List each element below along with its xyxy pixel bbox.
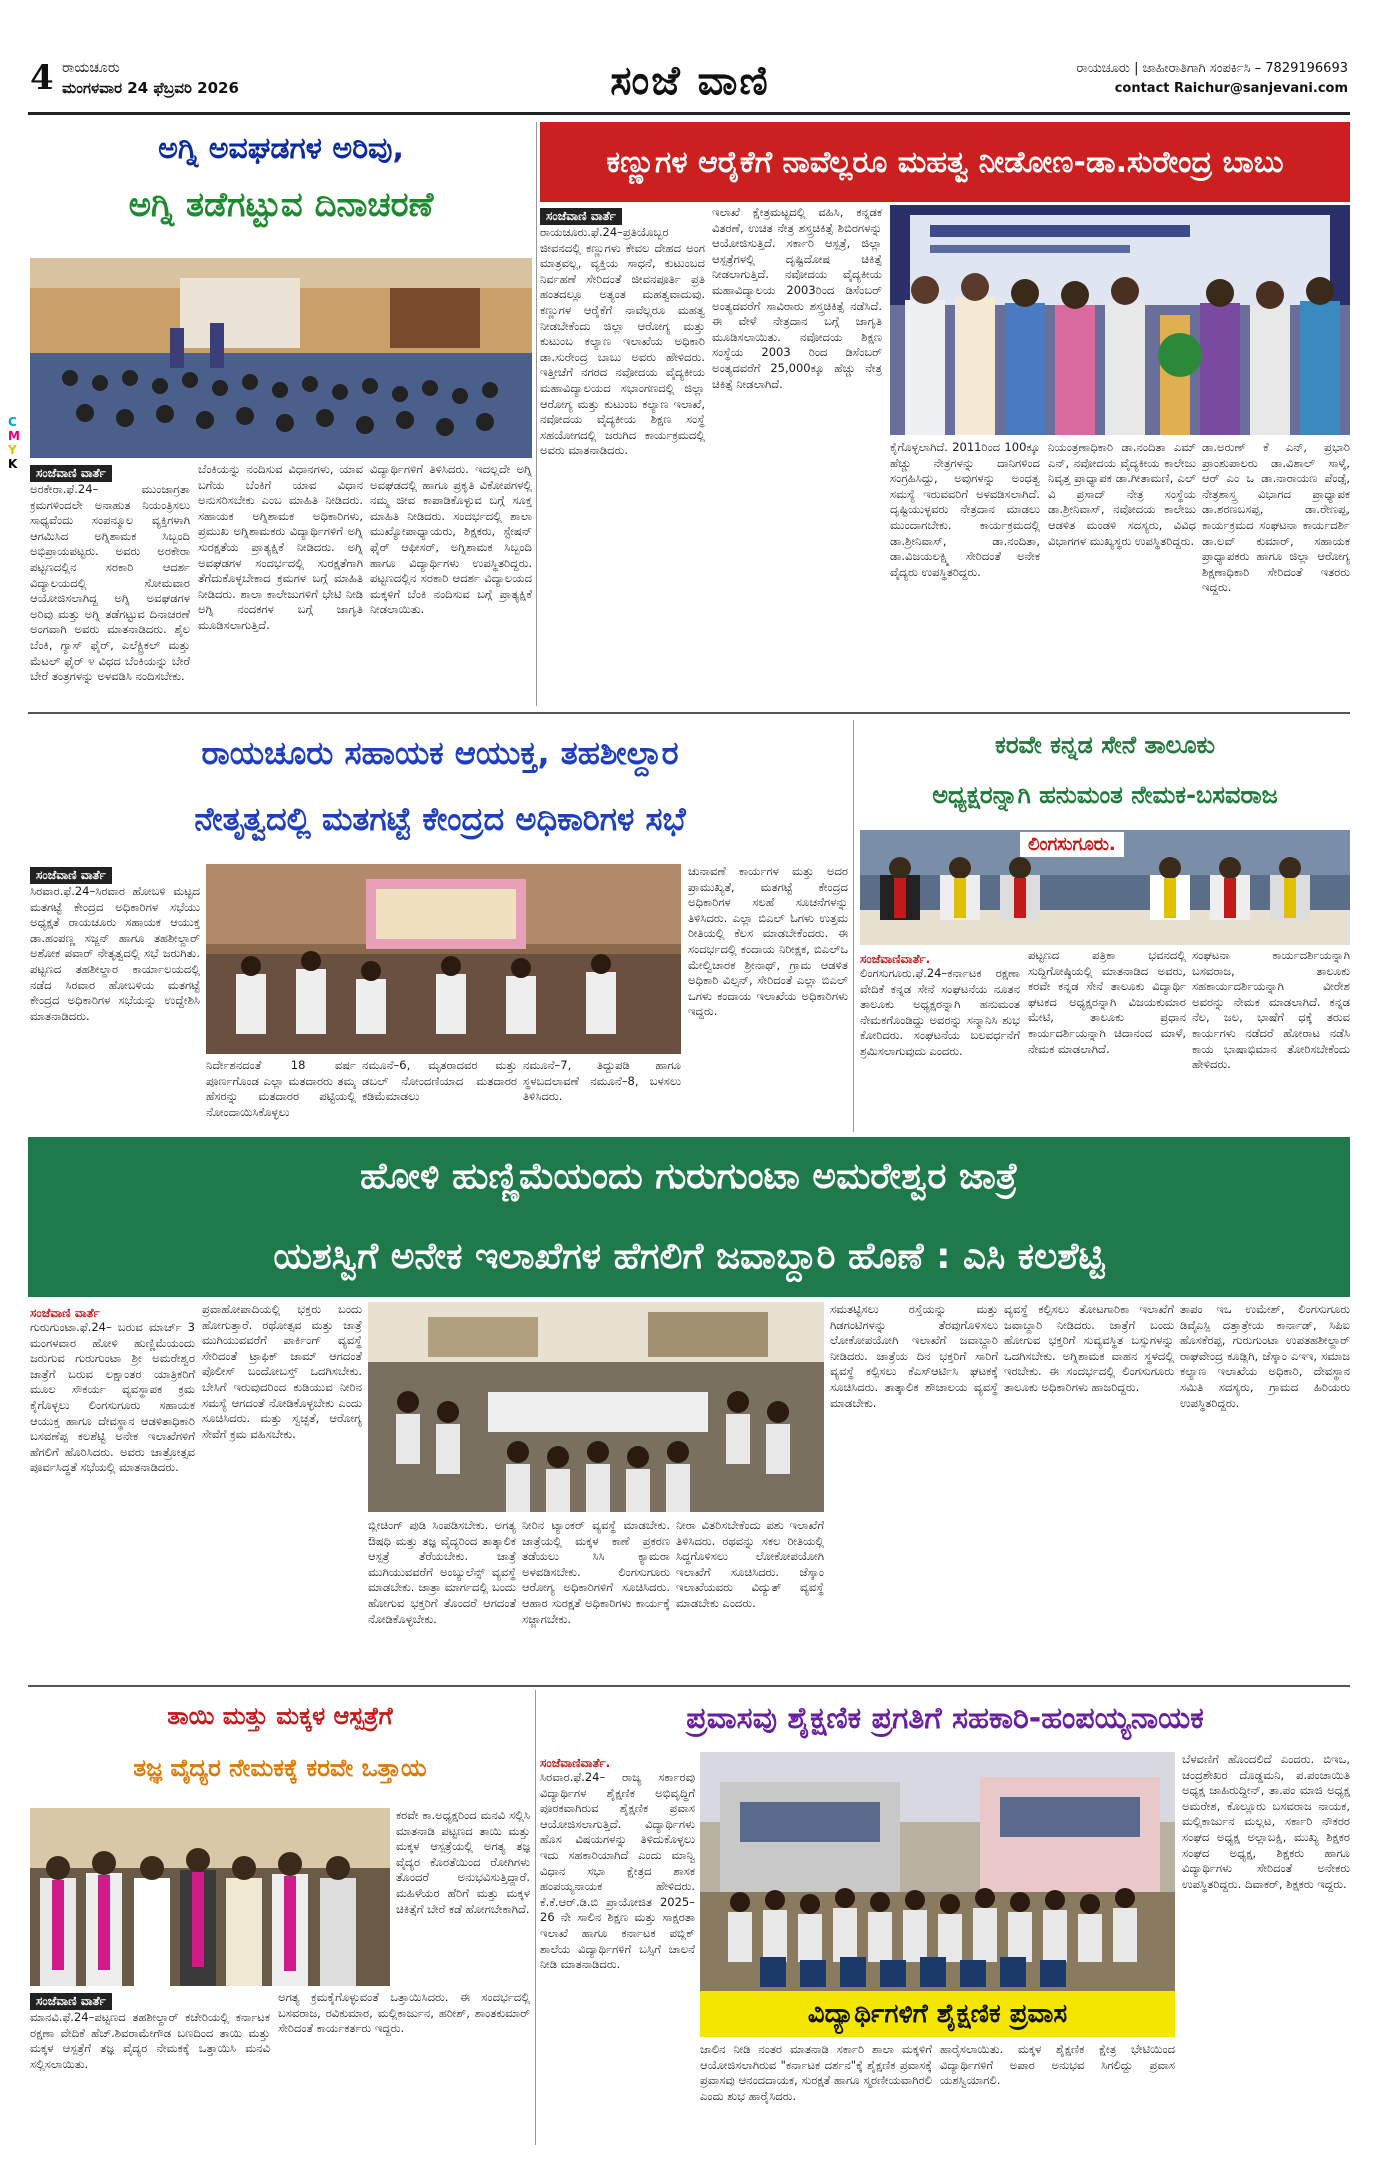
hospital-byline-label: ಸಂಜೆವಾಣಿ ವಾರ್ತೆ [30,1993,112,2010]
divider-mid-vertical [853,720,854,1132]
masthead-location: ರಾಯಚೂರು [62,60,120,76]
hospital-headline-line1: ತಾಯಿ ಮತ್ತು ಮಕ್ಕಳ ಆಸ್ಪತ್ರೆಗೆ [167,1702,393,1730]
hospital-photo [30,1808,390,1986]
karave-byline [860,948,930,967]
fire-photo-image [30,258,532,458]
eye-col-1: ರಾಯಚೂರು.ಫೆ.24–ಪ್ರತಿಯೊಬ್ಬರ ಜೀವನದಲ್ಲಿ ಕಣ್ಣುಗಳು ಕೇವಲ ದೇಹದ ಅಂಗ ಮಾತ್ರವಲ್ಲ, ವ್ಯಕ್ತಿಯ ಸಾಧನೆ, ಕುಟುಂಬದ ನಿರ್ವಹಣೆ ಸೇರಿದಂತೆ ಜೀವನಪೂರ್ತಿ ಪ್ರತಿ ಹಂತದಲ್ಲೂ ಅತ್ಯಂತ ಮಹತ್ವವಾದುವು. ಕಣ್ಣುಗಳ ಆರೈಕೆಗೆ ನಾವೆಲ್ಲರೂ ಮಹತ್ವ ನೀಡಬೇಕೆಂದು ಜಿಲ್ಲಾ ಆರೋಗ್ಯ ಮತ್ತು ಕುಟುಂಬ ಕಲ್ಯಾಣ ಇಲಾಖೆಯ ಅಧಿಕಾರಿ ಡಾ.ಸುರೇಂದ್ರ ಬಾಬು ಅವರು ಹೇಳಿದರು. ಇತ್ತೀಚೆಗೆ ನಗರದ ನವೋದಯ ವೈದ್ಯಕೀಯ ಮಹಾವಿದ್ಯಾಲಯದ ಸಭಾಂಗಣದಲ್ಲಿ ಜಿಲ್ಲಾ ಆರೋಗ್ಯ ಮತ್ತು ಕುಟುಂಬ ಕಲ್ಯಾಣ ಇಲಾಖೆ, ನವೋದಯ ವೈದ್ಯಕೀಯ ಶಿಕ್ಷಣ ಸಂಸ್ಥೆ ಸಹಯೋಗದಲ್ಲಿ ಜರುಗಿದ ಕಾರ್ಯಕ್ರಮದಲ್ಲಿ ಅವರು ಮಾತನಾಡಿದರು. [540,225,705,458]
divider-row-1 [28,712,1350,714]
jatre-headline-2: ಯಶಸ್ವಿಗೆ ಅನೇಕ ಇಲಾಖೆಗಳ ಹೆಗಲಿಗೆ ಜವಾಬ್ದಾರಿ ಹೊಣೆ : ಎಸಿ ಕಲಶೆಟ್ಟಿ [28,1217,1350,1297]
election-col-1: ಸಿರವಾರ.ಫೆ.24–ಸಿರವಾರ ಹೋಬಳಿ ಮಟ್ಟದ ಮತಗಟ್ಟೆ ಕೇಂದ್ರದ ಅಧಿಕಾರಿಗಳ ಸಭೆಯು ಅಧ್ಯಕ್ಷತೆ ರಾಯಚೂರು ಸಹಾಯಕ ಆಯುಕ್ತ ಡಾ.ಹಂಪಣ್ಣ ಸಜ್ಜನ್ ಹಾಗೂ ತಹಶೀಲ್ದಾರ್ ಅಶೋಕ ಪವಾರ್ ನೇತೃತ್ವದಲ್ಲಿ ಸಭೆ ಜರುಗಿತು. ಪಟ್ಟಣದ ತಹಶೀಲ್ದಾರ ಕಾರ್ಯಾಲಯದಲ್ಲಿ ನಡೆದ ಸಿರವಾರ ಹೋಬಳಿಯ ಮತಗಟ್ಟೆ ಕೇಂದ್ರದ ಅಧಿಕಾರಿಗಳ ಸಭೆಯನ್ನು ಉದ್ದೇಶಿಸಿ ಮಾತನಾಡಿದರು. [30,884,200,1023]
election-byline-label: ಸಂಜೆವಾಣಿ ವಾರ್ತೆ [30,867,112,884]
eye-photo [890,205,1350,435]
paper-name: ಸಂಜೆ ವಾಣಿ [610,56,770,104]
fire-byline-label: ಸಂಜೆವಾಣಿ ವಾರ್ತೆ [30,465,112,482]
jatre-photo [368,1302,824,1512]
election-caption-b: ನಮೂನೆ–6, ಮೃತರಾದವರ ಮತ್ತು ಡಬಲ್ ನೋಂದಣಿಯಾದ ಮತದಾರರ ಕಡಿಮೆಮಾಡಲು [362,1058,517,1104]
masthead-contact: contact Raichur@sanjevani.com [1114,81,1348,96]
eye-col-5: ಡಾ.ಅರುಣ್ ಕೆ ಎನ್, ಪ್ರಭಾರಿ ಪ್ರಾಂಶುಪಾಲರು ಡಾ.ವಿಶಾಲ್ ಸಾಳ್ಕೆ, ಆರ್ ಎಂ ಒ ಡಾ.ನಾರಾಯಣ ಪೆಂಡ್ಸೆ, ನೇತ್ರಶಾಸ್ತ್ರ ವಿಭಾಗದ ಪ್ರಾಧ್ಯಾಪಕ ಡಾ.ಶರಣಬಸಪ್ಪ, ಡಾ.ರೇಣಪ್ಪ, ಕಾರ್ಯಕ್ರಮದ ಸಂಘಟನಾ ಕಾರ್ಯದರ್ಶಿ ಡಾ.ಲವ್ ಕುಮಾರ್, ಸಹಾಯಕ ಪ್ರಾಧ್ಯಾಪಕರು ಹಾಗೂ ಜಿಲ್ಲಾ ಆರೋಗ್ಯ ಶಿಕ್ಷಣಾಧಿಕಾರಿ ಸೇರಿದಂತೆ ಇತರರು ಇದ್ದರು. [1202,440,1350,595]
karave-photo-label: ಲಿಂಗಸುಗೂರು. [1020,832,1124,857]
fire-photo [30,258,532,458]
jatre-mid-c: ನೀರಾ ವಿತರಿಸಬೇಕೆಂದು ಪಶು ಇಲಾಖೆಗೆ ತಿಳಿಸಿದರು. ರಥವನ್ನು ಸಕಲ ರೀತಿಯಲ್ಲಿ ಸಿದ್ಧಗೊಳಿಸಲು ಲೋಕೋಪಯೋಗಿ ಇಲಾಖೆಗೆ ಸೂಚಿಸಿದರು. ಜೆಸ್ಕಾಂ ಇಲಾಖೆಯವರು ವಿದ್ಯುತ್ ವ್ಯವಸ್ಥೆ ಮಾಡಬೇಕು ಎಂದರು. [676,1518,824,1610]
jatre-col-7: ತಾಪಂ ಇಒ ಉಮೇಶ್, ಲಿಂಗಸುಗೂರು ಡಿವೈಎಸ್ಪಿ ದತ್ತಾತ್ರೇಯ ಕಾರ್ನಾಡ್, ಸಿಪಿಐ ಹೊಸಕೆರಪ್ಪ, ಗುರುಗುಂಟಾ ಉಪತಹಶೀಲ್ದಾರ್ ರಾಘವೇಂದ್ರ ಕೂಡ್ಲಿಗಿ, ಜೆಸ್ಕಾಂ ಎಇಇ, ಸಮಾಜ ಕಲ್ಯಾಣ ಇಲಾಖೆಯ ಅಧಿಕಾರಿ, ದೇವಸ್ಥಾನ ಸಮಿತಿ ಸದಸ್ಯರು, ಗ್ರಾಮದ ಹಿರಿಯರು ಉಪಸ್ಥಿತರಿದ್ದರು. [1180,1302,1350,1410]
karave-photo [860,830,1350,945]
hospital-col-2: ಅಗತ್ಯ ಕ್ರಮಕೈಗೊಳ್ಳುವಂತೆ ಒತ್ತಾಯಿಸಿದರು. ಈ ಸಂದರ್ಭದಲ್ಲಿ ಬಸವರಾಜ, ರವಿಕುಮಾರ, ಮಲ್ಲಿಕಾರ್ಜುನ, ಹರೀಶ್, ಶಾಂತಕುಮಾರ್ ಸೇರಿದಂತೆ ಕಾರ್ಯಕರ್ತರು ಇದ್ದರು. [278,1990,530,2036]
jatre-byline [30,1302,100,1321]
eye-byline-label: ಸಂಜೆವಾಣಿ ವಾರ್ತೆ [540,208,622,225]
karave-col-3: ಸಂಘಟನಾ ಕಾರ್ಯದರ್ಶಿಯನ್ನಾಗಿ ಬಸವರಾಜ, ತಾಲೂಕು ಸಹಕಾರ್ಯದರ್ಶಿಯನ್ನಾಗಿ ವೀರೇಶ ಅವರನ್ನು ನೇಮಕ ಮಾಡಲಾಗಿದೆ. ಕನ್ನಡ ನೆಲ, ಜಲ, ಭಾಷೆಗೆ ಧಕ್ಕೆ ತರುವ ಕಾರ್ಯಗಳು ನಡೆದರೆ ಹೋರಾಟ ನಡೆಸಿ ಕಾಯ ಭಾಷಾಭಿಮಾನ ತೋರಿಸಬೇಕೆಂದು ಹೇಳಿದರು. [1192,948,1350,1072]
cmyk-c: C [8,415,17,429]
hospital-side: ಕರವೇ ಕಾ.ಅಧ್ಯಕ್ಷರಿಂದ ಮನವಿ ಸಲ್ಲಿಸಿ ಮಾತನಾಡಿ ಪಟ್ಟಣದ ತಾಯಿ ಮತ್ತು ಮಕ್ಕಳ ಆಸ್ಪತ್ರೆಯಲ್ಲಿ ಅಗತ್ಯ ತಜ್ಞ ವೈದ್ಯರ ಕೊರತೆಯಿಂದ ರೋಗಿಗಳು ತೊಂದರೆ ಅನುಭವಿಸುತ್ತಿದ್ದಾರೆ. ಮಹಿಳೆಯರ ಹೆರಿಗೆ ಮತ್ತು ಮಕ್ಕಳ ಚಿಕಿತ್ಸೆಗೆ ಬೇರೆ ಕಡೆ ಹೋಗಬೇಕಾಗಿದೆ. [396,1808,530,1916]
karave-col-2: ಪಟ್ಟಣದ ಪತ್ರಿಕಾ ಭವನದಲ್ಲಿ ಸುದ್ದಿಗೋಷ್ಠಿಯಲ್ಲಿ ಮಾತನಾಡಿದ ಅವರು, ಕರವೇ ಕನ್ನಡ ಸೇನೆ ತಾಲೂಕು ವಿದ್ಯಾರ್ಥಿ ಘಟಕದ ಅಧ್ಯಕ್ಷರನ್ನಾಗಿ ವಿಜಯಕುಮಾರ ಮೇಟಿ, ತಾಲೂಕು ಪ್ರಧಾನ ಕಾರ್ಯದರ್ಶಿಯನ್ನಾಗಿ ಚಿದಾನಂದ ಮಾಳೆ, ನೇಮಕ ಮಾಡಲಾಗಿದೆ. [1028,948,1186,1056]
fire-col-1: ಅರಕೇರಾ.ಫೆ.24– ಮುಂಜಾಗ್ರತಾ ಕ್ರಮಗಳಿಂದಲೇ ಅನಾಹುತ ನಿಯಂತ್ರಿಸಲು ಸಾಧ್ಯವೆಂದು ಸಂಪನ್ಮೂಲ ವ್ಯಕ್ತಿಗಳಾಗಿ ಆಗಮಿಸಿದ ಅಗ್ನಿಶಾಮಕ ಸಿಬ್ಬಂದಿ ಅಭಿಪ್ರಾಯಪಟ್ಟರು. ಅವರು ಅರಕೇರಾ ಪಟ್ಟಣದಲ್ಲಿನ ಸರಕಾರಿ ಆದರ್ಶ ವಿದ್ಯಾಲಯದಲ್ಲಿ ಸೋಮವಾರ ಆಯೋಜಿಸಲಾಗಿದ್ದ ಅಗ್ನಿ ಅವಘಡಗಳ ಅರಿವು ಮತ್ತು ಅಗ್ನಿ ತಡೆಗಟ್ಟುವ ದಿನಾಚರಣೆ ಅಂಗವಾಗಿ ಅವರು ಮಾತನಾಡಿದರು. ಶೈಲ ಬೆಂಕಿ, ಗ್ಯಾಸ್ ಫೈರ್, ಎಲೆಕ್ಟ್ರಿಕಲ್ ಮತ್ತು ಮೆಟಲ್ ಫೈರ್ ೪ ವಿಧದ ಬೆಂಕಿಯನ್ನು ಬೇರೆ ಬೇರೆ ತಂತ್ರಗಳನ್ನು ಅಳವಡಿಸಿ ನಂದಿಸಬೇಕು. [30,482,190,684]
divider-top-vertical [536,122,537,706]
hospital-col-1: ಮಾನವಿ.ಫೆ.24–ಪಟ್ಟಣದ ತಹಶೀಲ್ದಾರ್ ಕಚೇರಿಯಲ್ಲಿ ಕರ್ನಾಟಕ ರಕ್ಷಣಾ ವೇದಿಕೆ ಹೆಚ್.ಶಿವರಾಮೇಗೌಡ ಬಣದಿಂದ ತಾಯಿ ಮತ್ತು ಮಕ್ಕಳ ಆಸ್ಪತ್ರೆಗೆ ತಜ್ಞ ವೈದ್ಯರ ನೇಮಕಕ್ಕೆ ಒತ್ತಾಯಿಸಿ ಮನವಿ ಸಲ್ಲಿಸಲಾಯಿತು. [30,2010,270,2071]
jatre-mid-a: ಬ್ಲೀಚಿಂಗ್ ಪುಡಿ ಸಿಂಪಡಿಸಬೇಕು. ಅಗತ್ಯ ಔಷಧಿ ಮತ್ತು ತಜ್ಞ ವೈದ್ಯರಿಂದ ತಾತ್ಕಾಲಿಕ ಆಸ್ಪತ್ರೆ ತೆರೆಯಬೇಕು. ಜಾತ್ರೆ ಮುಗಿಯುವವರೆಗೆ ಅಂಬ್ಯುಲೆನ್ಸ್ ವ್ಯವಸ್ಥೆ ಮಾಡಬೇಕು. ಜಾತ್ರಾ ಮಾರ್ಗದಲ್ಲಿ ಬಂದು ಹೋಗುವ ಭಕ್ತರಿಗೆ ತೊಂದರೆ ಆಗದಂತೆ ನೋಡಿಕೊಳ್ಳಬೇಕು. [368,1518,516,1626]
tour-col-2: ಬೆಳವಣಿಗೆ ಹೊಂದಲಿದೆ ಎಂದರು. ಬಿಇಒ, ಚಂದ್ರಶೇಖರ ದೊಡ್ಡಮನಿ, ಪ.ಪಂಚಾಯಿತಿ ಅಧ್ಯಕ್ಷ ಜಾಹಿರುದ್ದೀನ್, ತಾ.ಪಂ ಮಾಜಿ ಅಧ್ಯಕ್ಷ ಅಮರೇಶ, ಕೊಲ್ಲೂರು ಬಸವರಾಜ ನಾಯಕ, ಮಲ್ಲಿಕಾರ್ಜುನ ಮಲ್ಲಟ, ಸರ್ಕಾರಿ ನೌಕರರ ಸಂಘದ ಅಧ್ಯಕ್ಷ ಅಲ್ಲಾಬಕ್ಷಿ, ಮುಖ್ಯ ಶಿಕ್ಷಕರ ಸಂಘದ ಅಧ್ಯಕ್ಷ, ಶಿಕ್ಷಕರು ಹಾಗೂ ವಿದ್ಯಾರ್ಥಿಗಳು ಸೇರಿದಂತೆ ಅನೇಕರು ಉಪಸ್ಥಿತರಿದ್ದರು. ದಿವಾಕರ್, ಶಿಕ್ಷಕರು ಇದ್ದರು. [1182,1752,1350,1891]
tour-bottom-a: ಜಾಲಿನ ನೀಡಿ ನಂತರ ಮಾತನಾಡಿ ಸರ್ಕಾರಿ ಶಾಲಾ ಮಕ್ಕಳಿಗೆ ಆಯೋಜಿಸಲಾಗಿರುವ "ಕರ್ನಾಟಕ ದರ್ಶನ"ಕ್ಕೆ ಶೈಕ್ಷಣಿಕ ಪ್ರವಾಸಕ್ಕೆ ಪ್ರವಾಸವು ಆನಂದದಾಯಕ, ಸುರಕ್ಷತೆ ಹಾಗೂ ಸ್ಮರಣೀಯವಾಗಿರಲಿ ಎಂದು ಶುಭ ಹಾರೈಸಿದರು. [700,2042,932,2103]
fire-col-2: ಬೆಂಕಿಯನ್ನು ನಂದಿಸುವ ವಿಧಾನಗಳು, ಯಾವ ಬಗೆಯ ಬೆಂಕಿಗೆ ಯಾವ ವಿಧಾನ ಅನುಸರಿಸಬೇಕು ಎಂಬ ಮಾಹಿತಿ ನೀಡಿದರು. ಸಹಾಯಕ ಅಗ್ನಿಶಾಮಕ ಅಧಿಕಾರಿಗಳು, ಪ್ರಮುಖ ಅಗ್ನಿಶಾಮಕರು ವಿದ್ಯಾರ್ಥಿಗಳಿಗೆ ಅಗ್ನಿ ಸುರಕ್ಷತೆಯ ಪ್ರಾತ್ಯಕ್ಷಿಕೆ ನೀಡಿದರು. ಅಗ್ನಿ ಅವಘಡಗಳ ಸಂದರ್ಭದಲ್ಲಿ ಸುರಕ್ಷತೆಗಾಗಿ ತೆಗೆದುಕೊಳ್ಳಬೇಕಾದ ಕ್ರಮಗಳ ಬಗ್ಗೆ ಮಾಹಿತಿ ನೀಡಿದರು. ಶಾಲಾ ಕಾಲೇಜುಗಳಿಗೆ ಭೇಟಿ ನೀಡಿ ಅಗ್ನಿ ನಂದಕಗಳ ಬಗ್ಗೆ ಜಾಗೃತಿ ಮೂಡಿಸಲಾಗುತ್ತಿದೆ. [198,462,363,632]
eye-col-4: ನಿಯಂತ್ರಣಾಧಿಕಾರಿ ಡಾ.ನಂದಿತಾ ಎಮ್ ಎನ್, ನವೋದಯ ವೈದ್ಯಕೀಯ ಕಾಲೇಜು ನಿವೃತ್ತ ಪ್ರಾಧ್ಯಾಪಕ ಡಾ.ಗೀತಾಮಣಿ, ಎಲ್ ವಿ ಪ್ರಸಾದ್ ನೇತ್ರ ಸಂಸ್ಥೆಯ ಡಾ.ಶ್ರೀನಿವಾಸ್, ನವೋದಯ ಕಾಲೇಜು ಆಡಳಿತ ಮಂಡಳಿ ಸದಸ್ಯರು, ವಿವಿಧ ವಿಭಾಗಗಳ ಮುಖ್ಯಸ್ಥರು ಉಪಸ್ಥಿತರಿದ್ದರು. [1048,440,1196,548]
cmyk-y: Y [8,443,17,457]
divider-row-3 [28,1685,1350,1687]
tour-photo-band: ವಿದ್ಯಾರ್ಥಿಗಳಿಗೆ ಶೈಕ್ಷಣಿಕ ಪ್ರವಾಸ [700,1991,1175,2037]
election-caption-a: ನಿರ್ದೇಶನದಂತೆ 18 ವರ್ಷ ಪೂರ್ಣಗೊಂಡ ಎಲ್ಲಾ ಮತದಾರರು ತಮ್ಮ ಹೆಸರನ್ನು ಮತದಾರರ ಪಟ್ಟಿಯಲ್ಲಿ ನೋಂದಾಯಿಸಿಕೊಳ್ಳಲು [206,1058,356,1119]
election-headline-line1: ರಾಯಚೂರು ಸಹಾಯಕ ಆಯುಕ್ತ, ತಹಶೀಲ್ದಾರ [201,734,679,772]
jatre-col-1: ಗುರುಗುಂಟಾ.ಫೆ.24– ಬರುವ ಮಾರ್ಚ್ 3 ಮಂಗಳವಾರ ಹೋಳಿ ಹುಣ್ಣಿಮೆಯಂದು ಜರುಗುವ ಗುರುಗುಂಟಾ ಶ್ರೀ ಅಮರೇಶ್ವರ ಜಾತ್ರೆಗೆ ಬರುವ ಲಕ್ಷಾಂತರ ಯಾತ್ರಿಕರಿಗೆ ಮೂಲ ಸೌಕರ್ಯ ವ್ಯವಸ್ಥಾಪಕ ಕ್ರಮ ಕೈಗೊಳ್ಳಲು ಲಿಂಗಸುಗೂರು ಸಹಾಯಕ ಆಯುಕ್ತ ಹಾಗೂ ದೇವಸ್ಥಾನ ಆಡಳಿತಾಧಿಕಾರಿ ಬಸವಣೆಪ್ಪ ಕಲಶೆಟ್ಟಿ ಅನೇಕ ಇಲಾಖೆಗಳಿಗೆ ಹೆಗಲಿಗೆ ಹೊರಿಸಿದರು. ಅವರು ಜಾತ್ರೋತ್ಸವ ಪೂರ್ವಸಿದ್ಧತೆ ಸಭೆಯಲ್ಲಿ ಮಾತನಾಡಿದರು. [30,1320,195,1475]
jatre-photo-image [368,1302,824,1512]
election-photo-image [206,864,681,1054]
jatre-col-2: ಪ್ರವಾಹೋಪಾದಿಯಲ್ಲಿ ಭಕ್ತರು ಬಂದು ಹೋಗುತ್ತಾರೆ. ರಥೋತ್ಸವ ಮತ್ತು ಜಾತ್ರೆ ಮುಗಿಯುವವರೆಗೆ ಪಾರ್ಕಿಂಗ್ ವ್ಯವಸ್ಥೆ ಸೇರಿದಂತೆ ಟ್ರಾಫಿಕ್ ಜಾಮ್ ಆಗದಂತೆ ಪೊಲೀಸ್ ಬಂದೋಬಸ್ತ್ ಒದಗಿಸಬೇಕು. ಬೇಸಿಗೆ ಇರುವುದರಿಂದ ಕುಡಿಯುವ ನೀರಿನ ಸಮಸ್ಯೆ ಆಗದಂತೆ ನೋಡಿಕೊಳ್ಳಬೇಕು ಎಂದು ಸೂಚಿಸಿದರು. ಮತ್ತು ಸ್ವಚ್ಛತೆ, ಆರೋಗ್ಯ ಸೇವೆಗೆ ಕ್ರಮ ವಹಿಸಬೇಕು. [202,1302,362,1441]
tour-byline-label: ಸಂಜೆವಾಣಿವಾರ್ತೆ. [540,1756,611,1770]
karave-byline-label: ಸಂಜೆವಾಣಿವಾರ್ತೆ. [860,952,931,966]
hospital-byline [30,1990,112,2012]
election-headline-line2: ನೇತೃತ್ವದಲ್ಲಿ ಮತಗಟ್ಟೆ ಕೇಂದ್ರದ ಅಧಿಕಾರಿಗಳ ಸಭೆ [194,800,686,838]
hospital-headline [30,1690,530,1800]
election-byline [30,864,112,886]
tour-headline: ಪ್ರವಾಸವು ಶೈಕ್ಷಣಿಕ ಪ್ರಗತಿಗೆ ಸಹಕಾರಿ-ಹಂಪಯ್ಯನಾಯಕ [686,1700,1204,1736]
cmyk-k: K [8,457,18,471]
jatre-mid-b: ನೀರಿನ ಟ್ಯಾಂಕರ್ ವ್ಯವಸ್ಥೆ ಮಾಡಬೇಕು. ಜಾತ್ರೆಯಲ್ಲಿ ಮಕ್ಕಳ ಕಾಣೆ ಪ್ರಕರಣ ತಡೆಯಲು ಸಿಸಿ ಕ್ಯಾಮರಾ ಅಳವಡಿಸಬೇಕು. ಲಿಂಗಸುಗೂರು ಆರೋಗ್ಯ ಅಧಿಕಾರಿಗಳಿಗೆ ಸೂಚಿಸಿದರು. ಆಹಾರ ಸುರಕ್ಷತೆ ಅಧಿಕಾರಿಗಳು ಕಾರ್ಯಕ್ಕೆ ಸಜ್ಜಾಗಬೇಕು. [522,1518,670,1626]
karave-headline-line1: ಕರವೇ ಕನ್ನಡ ಸೇನೆ ತಾಲೂಕು [995,731,1215,759]
page-number: 4 [30,58,54,98]
eye-col-3: ಕೈಗೊಳ್ಳಲಾಗಿದೆ. 2011ರಿಂದ 100ಕ್ಕೂ ಹೆಚ್ಚು ನೇತ್ರಗಳನ್ನು ದಾನಿಗಳಿಂದ ಸಂಗ್ರಹಿಸಿದ್ದು, ಅವುಗಳನ್ನು ಅಂಧತ್ವ ಸಮಸ್ಯೆ ಇರುವವರಿಗೆ ಅಳವಡಿಸಲಾಗಿದೆ. ದೃಷ್ಟಿಯುಳ್ಳವರು ನೇತ್ರದಾನ ಮಾಡಲು ಮುಂದಾಗಬೇಕು. ಕಾರ್ಯಕ್ರಮದಲ್ಲಿ ಡಾ.ಶ್ರೀನಿವಾಸ್, ಡಾ.ನಂದಿತಾ, ಡಾ.ವಿಜಯಲಕ್ಷ್ಮಿ ಸೇರಿದಂತೆ ಅನೇಕ ವೈದ್ಯರು ಉಪಸ್ಥಿತರಿದ್ದರು. [890,440,1040,579]
fire-byline [30,462,112,484]
election-col-4: ಚುನಾವಣೆ ಕಾರ್ಯಗಳ ಮತ್ತು ಅದರ ಪ್ರಾಮುಖ್ಯತೆ, ಮತಗಟ್ಟೆ ಕೇಂದ್ರದ ಅಧಿಕಾರಿಗಳ ಸಲಹೆ ಸೂಚನೆಗಳನ್ನು ತಿಳಿಸಿದರು. ಎಲ್ಲಾ ಬಿಎಲ್ ಓಗಳು ಉತ್ತಮ ರೀತಿಯಲ್ಲಿ ಕೆಲಸ ಮಾಡಬೇಕೆಂದರು. ಈ ಸಂದರ್ಭದಲ್ಲಿ ಕಂದಾಯ ನಿರೀಕ್ಷಕ, ಬಿಎಲ್ಒ ಮೇಲ್ವಿಚಾರಕ ಶ್ರೀನಾಥ್, ಗ್ರಾಮ ಆಡಳಿತ ಅಧಿಕಾರಿ ವಿಲ್ಸನ್, ಸೇರಿದಂತೆ ಎಲ್ಲಾ ಬಿಎಲ್ ಒಗಳು ಕಂದಾಯ ಇಲಾಖೆಯ ಅಧಿಕಾರಿಗಳು ಇದ್ದರು. [688,864,848,1019]
karave-col-1: ಲಿಂಗಸುಗೂರು.ಫೆ.24–ಕರ್ನಾಟಕ ರಕ್ಷಣಾ ವೇದಿಕೆ ಕನ್ನಡ ಸೇನೆ ಸಂಘಟನೆಯ ನೂತನ ತಾಲೂಕು ಅಧ್ಯಕ್ಷರನ್ನಾಗಿ ಹನುಮಂತ ನೇಮಕಗೊಂಡಿದ್ದು ಅವರನ್ನು ಸನ್ಮಾನಿಸಿ ಶುಭ ಕೋರಿದರು. ಸಂಘಟನೆಯ ಬಲವರ್ಧನೆಗೆ ಶ್ರಮಿಸಲಾಗುವುದು ಎಂದರು. [860,966,1020,1058]
eye-byline [540,205,622,227]
jatre-col-5: ಸಮತಟ್ಟಿಸಲು ರಸ್ತೆಯನ್ನು ಮತ್ತು ಗಿಡಗಂಟಿಗಳನ್ನು ತೆರವುಗೊಳಿಸಲು ಲೋಕೋಪಯೋಗಿ ಇಲಾಖೆಗೆ ಜವಾಬ್ದಾರಿ ನೀಡಿದರು. ಜಾತ್ರೆಯ ದಿನ ಭಕ್ತರಿಗೆ ಸಾರಿಗೆ ವ್ಯವಸ್ಥೆ ಕಲ್ಪಿಸಲು ಕೆಎಸ್ಆರ್ಟಿಸಿ ಘಟಕಕ್ಕೆ ಸೂಚಿಸಿದರು. ತಾತ್ಕಾಲಿಕ ಶೌಚಾಲಯ ವ್ಯವಸ್ಥೆ ಮಾಡಬೇಕು. [830,1302,998,1410]
fire-headline [30,122,532,252]
karave-headline-line2: ಅಧ್ಯಕ್ಷರನ್ನಾಗಿ ಹನುಮಂತ ನೇಮಕ-ಬಸವರಾಜ [932,781,1278,809]
jatre-col-6: ವ್ಯವಸ್ಥೆ ಕಲ್ಪಿಸಲು ತೋಟಗಾರಿಕಾ ಇಲಾಖೆಗೆ ಜವಾಬ್ದಾರಿ ನೀಡಿದರು. ಜಾತ್ರೆಗೆ ಬಂದು ಹೋಗುವ ಭಕ್ತರಿಗೆ ಸುವ್ಯವಸ್ಥಿತ ಬಸ್ಸುಗಳನ್ನು ಒದಗಿಸಬೇಕು. ಅಗ್ನಿಶಾಮಕ ವಾಹನ ಸ್ಥಳದಲ್ಲಿ ಇರಬೇಕು. ಈ ಸಂದರ್ಭದಲ್ಲಿ ಲಿಂಗಸುಗೂರು ತಾಲೂಕು ಅಧಿಕಾರಿಗಳು ಹಾಜರಿದ್ದರು. [1004,1302,1174,1394]
hospital-photo-image [30,1808,390,1986]
election-photo [206,864,681,1054]
election-caption-c: ನಮೂನೆ–7, ತಿದ್ದುಪಡಿ ಹಾಗೂ ಸ್ಥಳಬದಲಾವಣೆ ನಮೂನೆ–8, ಬಳಸಲು ತಿಳಿಸಿದರು. [523,1058,681,1104]
jatre-headline-1: ಹೋಳಿ ಹುಣ್ಣಿಮೆಯಂದು ಗುರುಗುಂಟಾ ಅಮರೇಶ್ವರ ಜಾತ್ರೆ [28,1137,1350,1217]
cmyk-marks [8,415,22,471]
tour-bottom-b: ಹಾರೈಸಲಾಯಿತು. ಮಕ್ಕಳ ಶೈಕ್ಷಣಿಕ ಕ್ಷೇತ್ರ ಭೇಟಿಯಿಂದ ವಿದ್ಯಾರ್ಥಿಗಳಿಗೆ ಅಪಾರ ಅನುಭವ ಸಿಗಲಿದ್ದು ಪ್ರವಾಸ ಯಶಸ್ವಿಯಾಗಲಿ. [940,2042,1175,2088]
cmyk-m: M [8,429,20,443]
fire-headline-line1: ಅಗ್ನಿ ಅವಘಡಗಳ ಅರಿವು, [158,131,404,166]
election-headline [30,720,850,860]
masthead-rule [28,112,1350,115]
masthead-date: ಮಂಗಳವಾರ 24 ಫೆಬ್ರವರಿ 2026 [62,79,239,97]
eye-col-2: ಇಲಾಖೆ ಕ್ಷೇತ್ರಮಟ್ಟದಲ್ಲಿ ವಹಿಸಿ, ಕನ್ನಡಕ ವಿತರಣೆ, ಉಚಿತ ನೇತ್ರ ಶಸ್ತ್ರಚಿಕಿತ್ಸೆ ಶಿಬಿರಗಳನ್ನು ಆಯೋಜಿಸುತ್ತಿದೆ. ಸರ್ಕಾರಿ ಆಸ್ಪತ್ರೆ, ಜಿಲ್ಲಾ ಆಸ್ಪತ್ರೆಗಳಲ್ಲಿ ದೃಷ್ಟಿದೋಷ ಚಿಕಿತ್ಸೆ ನೀಡಲಾಗುತ್ತಿದೆ. ನವೋದಯ ವೈದ್ಯಕೀಯ ಮಹಾವಿದ್ಯಾಲಯ 2003ರಿಂದ ಡಿಸೆಂಬರ್ ಅಂತ್ಯದವರೆಗೆ ಸಾವಿರಾರು ಶಸ್ತ್ರಚಿಕಿತ್ಸೆ ನಡೆಸಿದೆ. ಈ ವೇಳೆ ನೇತ್ರದಾನ ಬಗ್ಗೆ ಜಾಗೃತಿ ಮೂಡಿಸಲಾಯಿತು. ನವೋದಯ ಶಿಕ್ಷಣ ಸಂಸ್ಥೆಯ 2003 ರಿಂದ ಡಿಸೆಂಬರ್ ಅಂತ್ಯದವರೆಗೆ 25,000ಕ್ಕೂ ಹೆಚ್ಚು ನೇತ್ರ ಚಿಕಿತ್ಸೆ ನೀಡಲಾಗಿದೆ. [712,205,882,391]
fire-col-3: ವಿದ್ಯಾರ್ಥಿಗಳಿಗೆ ತಿಳಿಸಿದರು. ಇದಲ್ಲದೇ ಅಗ್ನಿ ಅವಘಡದಲ್ಲಿ ಹಾಗೂ ಪ್ರಕೃತಿ ವಿಕೋಪಗಳಲ್ಲಿ ನಮ್ಮ ಜೀವ ಕಾಪಾಡಿಕೊಳ್ಳುವ ಬಗ್ಗೆ ಸೂಕ್ತ ಮಾಹಿತಿ ನೀಡಿದರು. ಸಂದರ್ಭದಲ್ಲಿ ಶಾಲಾ ಮುಖ್ಯೋಪಾಧ್ಯಾಯರು, ಶಿಕ್ಷಕರು, ಸ್ಟೇಷನ್ ಫೈರ್ ಆಫೀಸರ್, ಅಗ್ನಿಶಾಮಕ ಸಿಬ್ಬಂದಿ ಹಾಗೂ ವಿದ್ಯಾರ್ಥಿಗಳು ಉಪಸ್ಥಿತರಿದ್ದರು. ಪಟ್ಟಣದಲ್ಲಿನ ಸರಕಾರಿ ಆದರ್ಶ ವಿದ್ಯಾಲಯದ ಮಕ್ಕಳಿಗೆ ಬೆಂಕಿ ನಂದಿಸುವ ಬಗ್ಗೆ ಪ್ರಾತ್ಯಕ್ಷಿಕೆ ನೀಡಲಾಯಿತು. [370,462,532,617]
eye-photo-image [890,205,1350,435]
fire-headline-line2: ಅಗ್ನಿ ತಡೆಗಟ್ಟುವ ದಿನಾಚರಣೆ [128,185,434,225]
tour-byline [540,1752,610,1771]
divider-bottom-vertical [535,1690,536,2145]
eye-headline: ಕಣ್ಣುಗಳ ಆರೈಕೆಗೆ ನಾವೆಲ್ಲರೂ ಮಹತ್ವ ನೀಡೋಣ-ಡಾ.ಸುರೇಂದ್ರ ಬಾಬು [540,122,1350,202]
karave-headline [860,720,1350,830]
masthead-logo [560,56,820,104]
hospital-headline-line2: ತಜ್ಞ ವೈದ್ಯರ ನೇಮಕಕ್ಕೆ ಕರವೇ ಒತ್ತಾಯ [133,1754,427,1782]
masthead-ad-line: ರಾಯಚೂರು | ಜಾಹೀರಾತಿಗಾಗಿ ಸಂಪರ್ಕಿಸಿ – 7829196693 [1076,61,1348,76]
jatre-byline-label: ಸಂಜೆವಾಣಿ ವಾರ್ತೆ [30,1306,100,1320]
tour-col-1: ಸಿರವಾರ.ಫೆ.24– ರಾಜ್ಯ ಸರ್ಕಾರವು ವಿದ್ಯಾರ್ಥಿಗಳ ಶೈಕ್ಷಣಿಕ ಅಭಿವೃದ್ಧಿಗೆ ಪೂರಕವಾಗಿರುವ ಶೈಕ್ಷಣಿಕ ಪ್ರವಾಸ ಆಯೋಜಿಸಲಾಗುತ್ತಿದೆ. ವಿದ್ಯಾರ್ಥಿಗಳು ಹೊಸ ವಿಷಯಗಳನ್ನು ತಿಳಿದುಕೊಳ್ಳಲು ಇದು ಸಹಕಾರಿಯಾಗಿದೆ ಎಂದು ಮಾನ್ವಿ ವಿಧಾನ ಸಭಾ ಕ್ಷೇತ್ರದ ಶಾಸಕ ಹಂಪಯ್ಯನಾಯಕ ಹೇಳಿದರು. ಕೆ.ಕೆ.ಆರ್.ಡಿ.ಬಿ ಪ್ರಾಯೋಜಿತ 2025–26 ನೇ ಸಾಲಿನ ಶಿಕ್ಷಣ ಮತ್ತು ಸಾಕ್ಷರತಾ ಇಲಾಖೆ ಹಾಗೂ ಕರ್ನಾಟಕ ಪಬ್ಲಿಕ್ ಶಾಲೆಯ ವಿದ್ಯಾರ್ಥಿಗಳಿಗೆ ಬಸ್ಸಿಗೆ ಚಾಲನೆ ನೀಡಿ ಮಾತನಾಡಿದರು. [540,1770,695,1972]
tour-photo [700,1752,1175,2037]
